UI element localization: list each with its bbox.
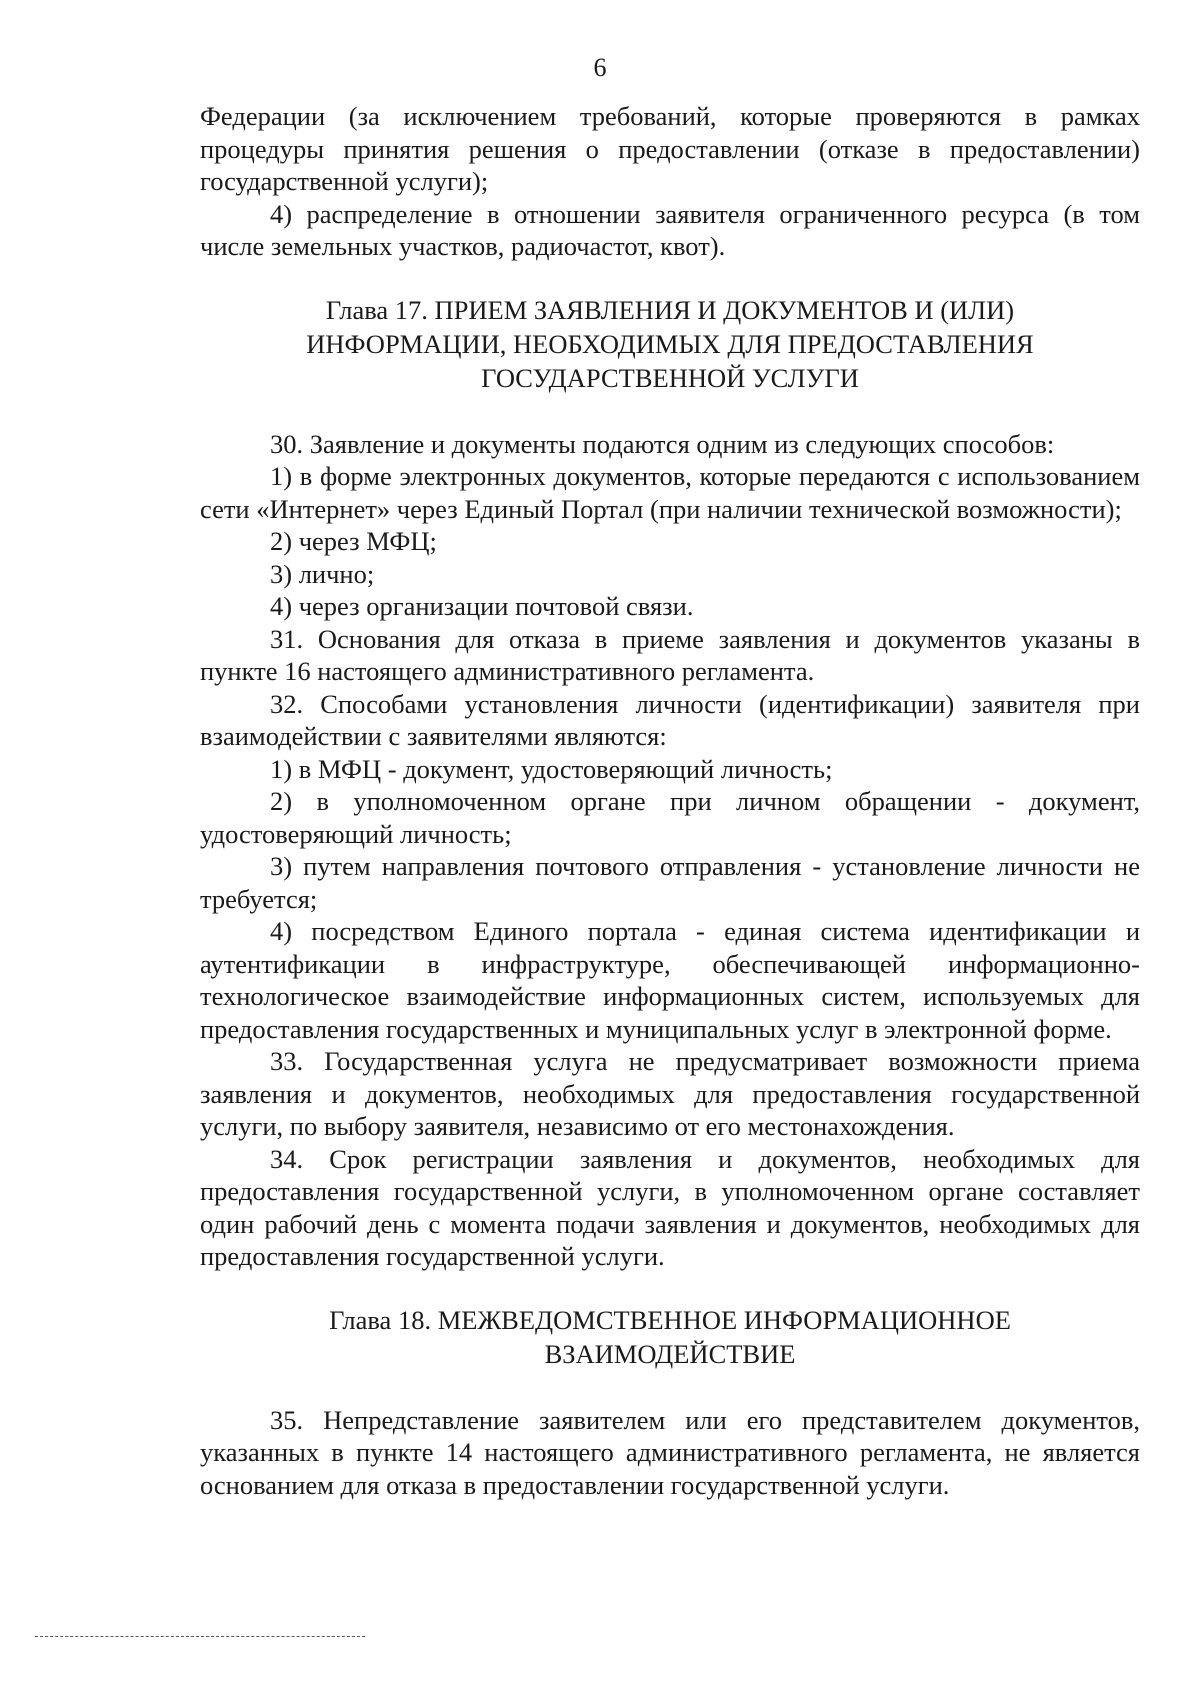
chapter-18-heading — [200, 1303, 1140, 1371]
list-item: 1) в форме электронных документов, которые передаются с использованием сети «Интернет» через Единый Портал (при наличии технической возможности); — [200, 461, 1140, 524]
heading-line: ИНФОРМАЦИИ, НЕОБХОДИМЫХ ДЛЯ ПРЕДОСТАВЛЕНИЯ — [306, 328, 1034, 359]
paragraph-35: 35. Непредставление заявителем или его представителем документов, указанных в пункте 14 настоящего административного регламента, не является основанием для отказа в предоставлении государственной услуги. — [200, 1404, 1140, 1500]
paragraph-30: 30. Заявление и документы подаются одним из следующих способов: — [270, 428, 1055, 459]
list-item: 3) лично; — [270, 558, 375, 589]
paragraph-32: 32. Способами установления личности (идентификации) заявителя при взаимодействии с заявителями являются: — [200, 688, 1140, 751]
list-item: 1) в МФЦ - документ, удостоверяющий личность; — [270, 753, 833, 784]
list-item: 3) путем направления почтового отправления - установление личности не требуется; — [200, 851, 1140, 914]
heading-line: ВЗАИМОДЕЙСТВИЕ — [544, 1338, 796, 1369]
heading-line: Глава 18. МЕЖВЕДОМСТВЕННОЕ ИНФОРМАЦИОННОЕ — [329, 1304, 1011, 1335]
document-body — [200, 100, 1140, 1501]
scan-edge-line — [35, 1636, 365, 1637]
paragraph-31: 31. Основания для отказа в приеме заявления и документов указаны в пункте 16 настоящего административного регламента. — [200, 623, 1140, 686]
continuation-paragraph: Федерации (за исключением требований, которые проверяются в рамках процедуры принятия решения о предоставлении (отказе в предоставлении) государственной услуги); — [200, 101, 1140, 196]
heading-line: ГОСУДАРСТВЕННОЙ УСЛУГИ — [481, 362, 859, 393]
list-item: 2) в уполномоченном органе при личном обращении - документ, удостоверяющий личность; — [200, 786, 1140, 849]
heading-line: Глава 17. ПРИЕМ ЗАЯВЛЕНИЯ И ДОКУМЕНТОВ И (ИЛИ) — [325, 294, 1015, 325]
paragraph-34: 34. Срок регистрации заявления и документов, необходимых для предоставления государственной услуги, в уполномоченном органе составляет один рабочий день с момента подачи заявления и документов, необходимых для предоставления государственной услуги. — [200, 1143, 1140, 1271]
chapter-17-heading — [200, 293, 1140, 395]
list-item: 4) через организации почтовой связи. — [270, 591, 694, 621]
page-number: 6 — [593, 53, 607, 82]
list-item: 4) распределение в отношении заявителя ограниченного ресурса (в том числе земельных участков, радиочастот, квот). — [200, 198, 1140, 261]
paragraph-33: 33. Государственная услуга не предусматривает возможности приема заявления и документов, необходимых для предоставления государственной услуги, по выбору заявителя, независимо от его местонахождения. — [200, 1046, 1140, 1141]
list-item: 4) посредством Единого портала - единая система идентификации и аутентификации в инфраструктуре, обеспечивающей информационно-технологическое взаимодействие информационных систем, используемых для предоставления государственных и муниципальных услуг в электронной форме. — [200, 916, 1140, 1044]
list-item: 2) через МФЦ; — [270, 526, 437, 556]
